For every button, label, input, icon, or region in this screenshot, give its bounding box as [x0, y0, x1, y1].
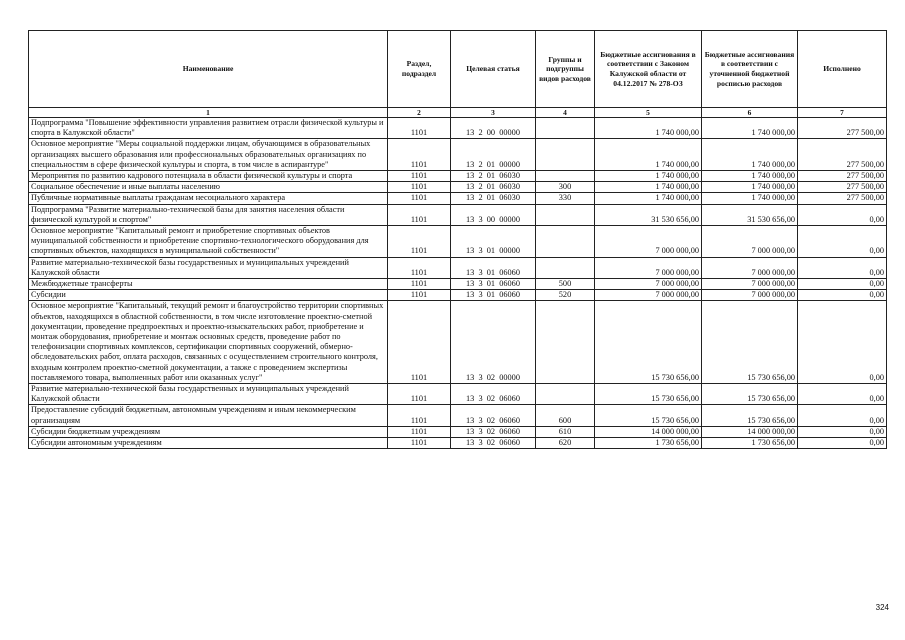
row-target-cell: 13 3 01 06060: [451, 279, 536, 290]
table-row: [29, 182, 887, 193]
table-row: [29, 118, 887, 139]
row-executed-cell: 277 500,00: [798, 171, 887, 182]
header-law-allocation: Бюджетные ассигнования в соответствии с Законом Калужской области от 04.12.2017 № 278-ОЗ: [595, 31, 702, 108]
row-law-allocation-cell: 14 000 000,00: [595, 426, 702, 437]
table-row: [29, 426, 887, 437]
budget-execution-table: [28, 30, 887, 449]
table-row: [29, 438, 887, 449]
header-name: Наименование: [29, 31, 388, 108]
row-group-cell: [536, 204, 595, 225]
row-group-cell: [536, 226, 595, 258]
column-number: 1: [29, 108, 388, 118]
row-executed-cell: 277 500,00: [798, 182, 887, 193]
row-refined-allocation-cell: 1 730 656,00: [702, 438, 798, 449]
row-executed-cell: 0,00: [798, 405, 887, 426]
row-group-cell: 610: [536, 426, 595, 437]
row-name-cell: Основное мероприятие "Меры социальной поддержки лицам, обучающимся в образовательных организациях высшего образования или профессиональных образовательных организациях по специальностям в сфере физической культуры и спорта, в том числе в аспирантуре": [29, 139, 388, 171]
row-executed-cell: 0,00: [798, 226, 887, 258]
table-row: [29, 139, 887, 171]
row-executed-cell: 277 500,00: [798, 139, 887, 171]
row-target-cell: 13 3 02 00000: [451, 301, 536, 384]
row-executed-cell: 0,00: [798, 257, 887, 278]
column-number-row: [29, 108, 887, 118]
row-law-allocation-cell: 1 740 000,00: [595, 118, 702, 139]
row-name-cell: Мероприятия по развитию кадрового потенциала в области физической культуры и спорта: [29, 171, 388, 182]
row-section-cell: 1101: [388, 438, 451, 449]
row-target-cell: 13 3 02 06060: [451, 438, 536, 449]
row-executed-cell: 277 500,00: [798, 193, 887, 204]
row-group-cell: 330: [536, 193, 595, 204]
budget-table-container: [28, 30, 886, 449]
row-executed-cell: 0,00: [798, 290, 887, 301]
row-law-allocation-cell: 7 000 000,00: [595, 290, 702, 301]
row-section-cell: 1101: [388, 226, 451, 258]
column-number: 6: [702, 108, 798, 118]
column-number: 5: [595, 108, 702, 118]
row-name-cell: Субсидии бюджетным учреждениям: [29, 426, 388, 437]
table-body: [29, 118, 887, 449]
row-refined-allocation-cell: 7 000 000,00: [702, 226, 798, 258]
row-executed-cell: 0,00: [798, 204, 887, 225]
row-group-cell: 600: [536, 405, 595, 426]
row-refined-allocation-cell: 7 000 000,00: [702, 290, 798, 301]
table-row: [29, 193, 887, 204]
row-name-cell: Развитие материально-технической базы государственных и муниципальных учреждений Калужской области: [29, 384, 388, 405]
row-name-cell: Основное мероприятие "Капитальный ремонт и приобретение спортивных объектов муниципальной собственности и приобретение спортивно-технологического оборудования для спортивных объектов, находящихся в муниципальной собственности": [29, 226, 388, 258]
row-name-cell: Предоставление субсидий бюджетным, автономным учреждениям и иным некоммерческим организациям: [29, 405, 388, 426]
row-law-allocation-cell: 1 730 656,00: [595, 438, 702, 449]
table-row: [29, 257, 887, 278]
row-section-cell: 1101: [388, 193, 451, 204]
row-target-cell: 13 3 00 00000: [451, 204, 536, 225]
header-executed: Исполнено: [798, 31, 887, 108]
row-refined-allocation-cell: 15 730 656,00: [702, 384, 798, 405]
row-refined-allocation-cell: 1 740 000,00: [702, 193, 798, 204]
row-executed-cell: 0,00: [798, 426, 887, 437]
row-section-cell: 1101: [388, 290, 451, 301]
table-row: [29, 301, 887, 384]
row-name-cell: Основное мероприятие "Капитальный, текущий ремонт и благоустройство территории спортивных объектов, находящихся в областной собственности, в том числе изготовление проектно-сметной документации, проведение предпроектных и проектно-изыскательских работ, приобретение и монтаж оборудования, приобретение и монтаж основных средств, проведение работ по телефонизации спортивных комплексов, сертификации спортивных сооружений, обмерно-обследовательских работ, оплата расходов, связанных с осуществлением строительного контроля, входным контролем проектно-сметной документации, а также с проведением экспертизы поставляемого товара, выполненных работ или оказанных услуг": [29, 301, 388, 384]
row-target-cell: 13 3 01 06060: [451, 257, 536, 278]
header-target-article: Целевая статья: [451, 31, 536, 108]
table-row: [29, 279, 887, 290]
row-section-cell: 1101: [388, 257, 451, 278]
row-group-cell: [536, 139, 595, 171]
row-name-cell: Подпрограмма "Повышение эффективности управления развитием отрасли физической культуры и спорта в Калужской области": [29, 118, 388, 139]
row-section-cell: 1101: [388, 384, 451, 405]
row-law-allocation-cell: 15 730 656,00: [595, 301, 702, 384]
row-section-cell: 1101: [388, 118, 451, 139]
row-group-cell: 300: [536, 182, 595, 193]
row-refined-allocation-cell: 14 000 000,00: [702, 426, 798, 437]
row-name-cell: Социальное обеспечение и иные выплаты населению: [29, 182, 388, 193]
row-law-allocation-cell: 15 730 656,00: [595, 405, 702, 426]
row-refined-allocation-cell: 1 740 000,00: [702, 118, 798, 139]
table-header: [29, 31, 887, 118]
table-row: [29, 171, 887, 182]
column-number: 2: [388, 108, 451, 118]
row-law-allocation-cell: 1 740 000,00: [595, 171, 702, 182]
row-section-cell: 1101: [388, 171, 451, 182]
row-target-cell: 13 3 02 06060: [451, 384, 536, 405]
row-target-cell: 13 2 01 06030: [451, 171, 536, 182]
row-group-cell: [536, 301, 595, 384]
row-refined-allocation-cell: 31 530 656,00: [702, 204, 798, 225]
row-refined-allocation-cell: 15 730 656,00: [702, 405, 798, 426]
row-refined-allocation-cell: 7 000 000,00: [702, 257, 798, 278]
row-name-cell: Публичные нормативные выплаты гражданам несоциального характера: [29, 193, 388, 204]
row-name-cell: Субсидии: [29, 290, 388, 301]
page-number: 324: [875, 603, 889, 612]
row-executed-cell: 0,00: [798, 384, 887, 405]
row-law-allocation-cell: 7 000 000,00: [595, 279, 702, 290]
row-group-cell: [536, 171, 595, 182]
header-refined-allocation: Бюджетные ассигнования в соответствии с уточненной бюджетной росписью расходов: [702, 31, 798, 108]
row-name-cell: Подпрограмма "Развитие материально-технической базы для занятия населения области физической культурой и спортом": [29, 204, 388, 225]
row-refined-allocation-cell: 7 000 000,00: [702, 279, 798, 290]
row-target-cell: 13 2 00 00000: [451, 118, 536, 139]
table-row: [29, 204, 887, 225]
row-target-cell: 13 3 01 06060: [451, 290, 536, 301]
row-law-allocation-cell: 15 730 656,00: [595, 384, 702, 405]
table-row: [29, 290, 887, 301]
row-group-cell: 520: [536, 290, 595, 301]
table-row: [29, 226, 887, 258]
row-executed-cell: 0,00: [798, 301, 887, 384]
row-executed-cell: 0,00: [798, 438, 887, 449]
row-executed-cell: 277 500,00: [798, 118, 887, 139]
row-law-allocation-cell: 1 740 000,00: [595, 139, 702, 171]
header-row: [29, 31, 887, 108]
table-row: [29, 384, 887, 405]
row-law-allocation-cell: 7 000 000,00: [595, 257, 702, 278]
row-section-cell: 1101: [388, 182, 451, 193]
row-name-cell: Развитие материально-технической базы государственных и муниципальных учреждений Калужской области: [29, 257, 388, 278]
row-refined-allocation-cell: 1 740 000,00: [702, 182, 798, 193]
row-law-allocation-cell: 1 740 000,00: [595, 182, 702, 193]
column-number: 7: [798, 108, 887, 118]
row-refined-allocation-cell: 15 730 656,00: [702, 301, 798, 384]
row-target-cell: 13 3 01 00000: [451, 226, 536, 258]
row-section-cell: 1101: [388, 426, 451, 437]
row-section-cell: 1101: [388, 405, 451, 426]
row-law-allocation-cell: 7 000 000,00: [595, 226, 702, 258]
column-number: 4: [536, 108, 595, 118]
table-row: [29, 405, 887, 426]
row-law-allocation-cell: 1 740 000,00: [595, 193, 702, 204]
header-section: Раздел, подраздел: [388, 31, 451, 108]
row-group-cell: [536, 257, 595, 278]
row-target-cell: 13 3 02 06060: [451, 405, 536, 426]
row-target-cell: 13 2 01 06030: [451, 182, 536, 193]
row-group-cell: 620: [536, 438, 595, 449]
row-group-cell: [536, 118, 595, 139]
row-section-cell: 1101: [388, 204, 451, 225]
row-name-cell: Субсидии автономным учреждениям: [29, 438, 388, 449]
row-section-cell: 1101: [388, 301, 451, 384]
row-section-cell: 1101: [388, 279, 451, 290]
row-target-cell: 13 2 01 06030: [451, 193, 536, 204]
row-target-cell: 13 3 02 06060: [451, 426, 536, 437]
row-group-cell: [536, 384, 595, 405]
row-executed-cell: 0,00: [798, 279, 887, 290]
row-section-cell: 1101: [388, 139, 451, 171]
row-group-cell: 500: [536, 279, 595, 290]
row-name-cell: Межбюджетные трансферты: [29, 279, 388, 290]
header-expense-group: Группы и подгруппы видов расходов: [536, 31, 595, 108]
row-law-allocation-cell: 31 530 656,00: [595, 204, 702, 225]
row-refined-allocation-cell: 1 740 000,00: [702, 139, 798, 171]
row-target-cell: 13 2 01 00000: [451, 139, 536, 171]
column-number: 3: [451, 108, 536, 118]
row-refined-allocation-cell: 1 740 000,00: [702, 171, 798, 182]
